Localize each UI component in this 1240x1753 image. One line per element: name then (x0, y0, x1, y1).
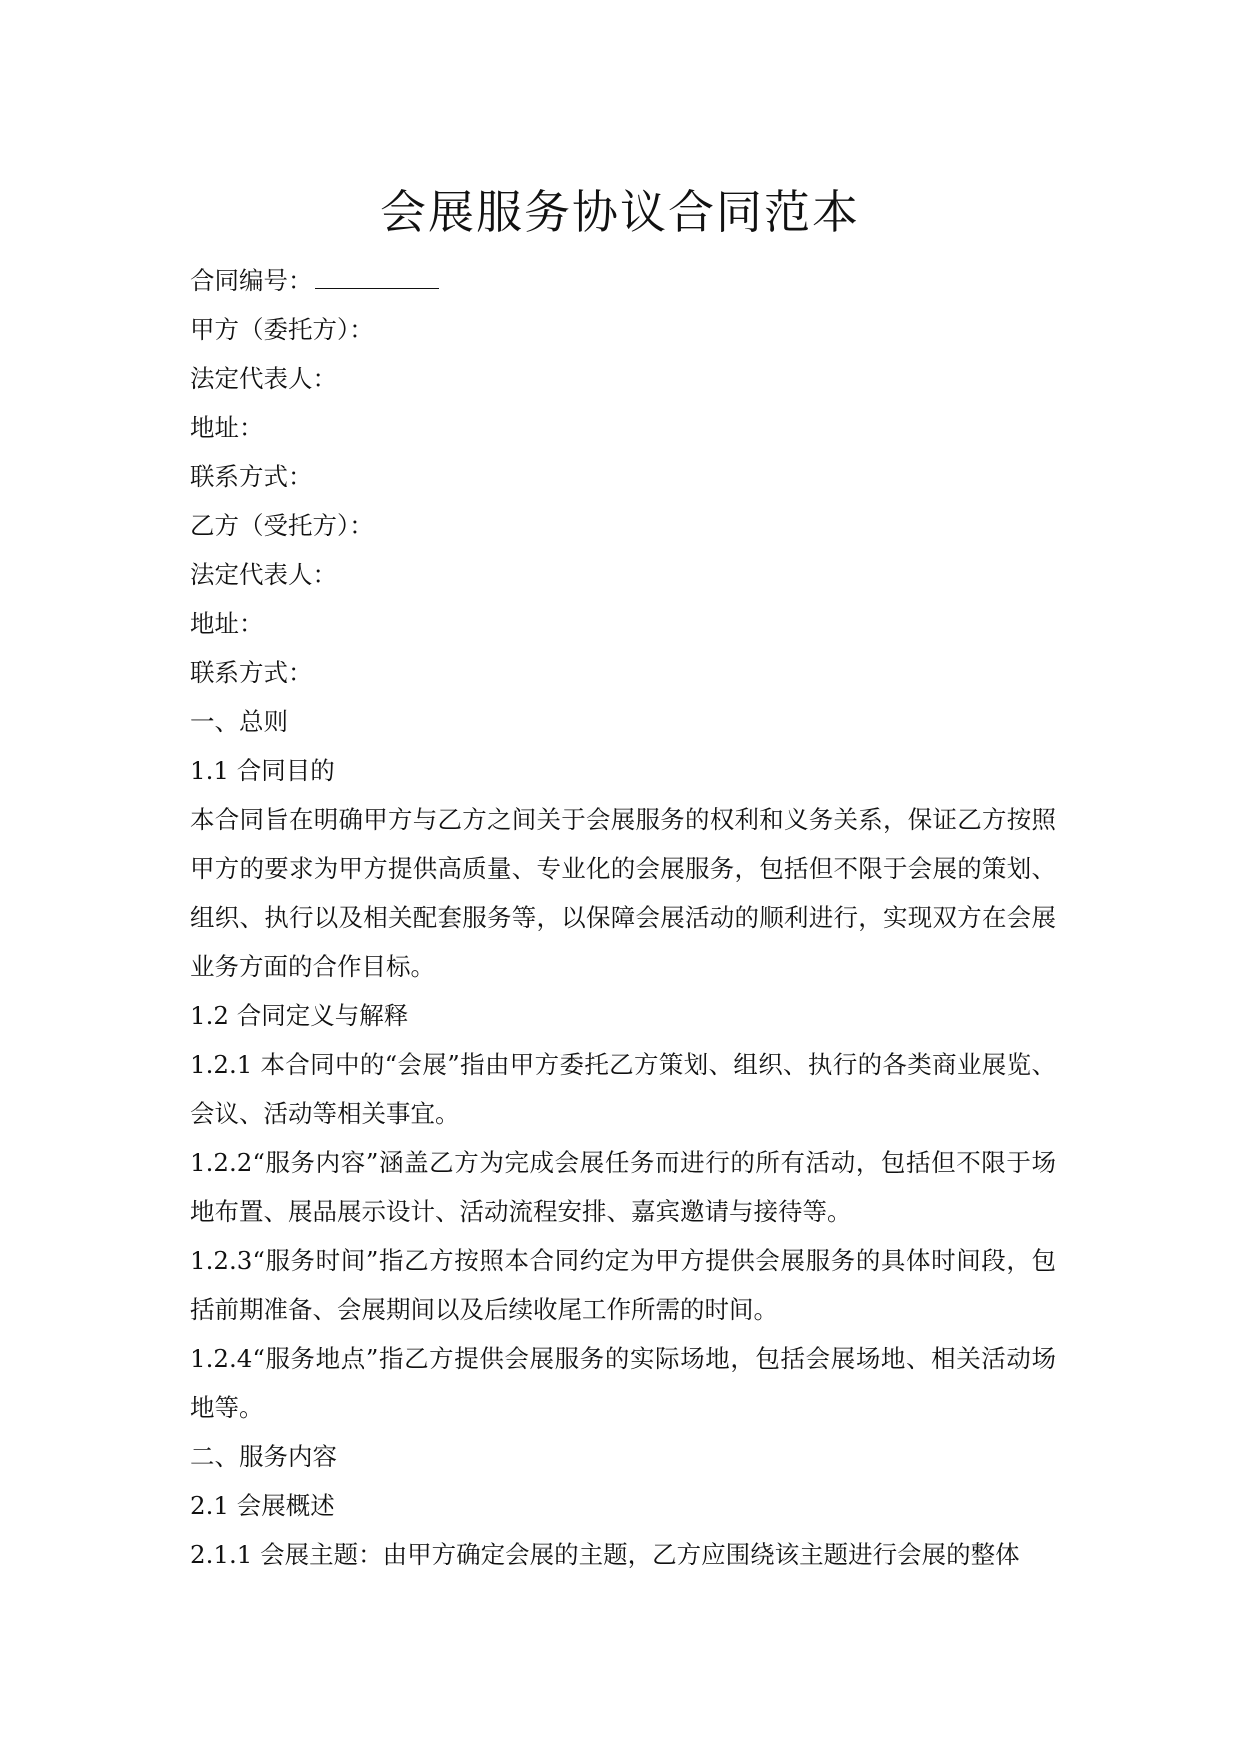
clause-1-2-4: 1.2.4“服务地点”指乙方提供会展服务的实际场地，包括会展场地、相关活动场地等。 (190, 1344, 1056, 1422)
party-b-address-label: 地址： (190, 609, 264, 638)
section-1-1-heading: 1.1 合同目的 (190, 756, 335, 785)
clause-2-1-1: 2.1.1 会展主题：由甲方确定会展的主题，乙方应围绕该主题进行会展的整体 (190, 1540, 1020, 1569)
document-body (190, 256, 1056, 1579)
section-1-heading: 一、总则 (190, 707, 288, 736)
party-b-representative-label: 法定代表人： (190, 560, 337, 589)
section-1-2-heading: 1.2 合同定义与解释 (190, 1001, 409, 1030)
party-b-label: 乙方（受托方）： (190, 511, 374, 540)
party-a-label: 甲方（委托方）： (190, 315, 374, 344)
party-a-address-label: 地址： (190, 413, 264, 442)
contract-number-line (190, 256, 1056, 305)
document-title: 会展服务协议合同范本 (380, 184, 860, 239)
clause-1-2-3: 1.2.3“服务时间”指乙方按照本合同约定为甲方提供会展服务的具体时间段，包括前期准备、会展期间以及后续收尾工作所需的时间。 (190, 1246, 1056, 1324)
clause-1-2-2: 1.2.2“服务内容”涵盖乙方为完成会展任务而进行的所有活动，包括但不限于场地布置、展品展示设计、活动流程安排、嘉宾邀请与接待等。 (190, 1148, 1056, 1226)
party-a-contact-label: 联系方式： (190, 462, 313, 491)
clause-1-2-1: 1.2.1 本合同中的“会展”指由甲方委托乙方策划、组织、执行的各类商业展览、会议、活动等相关事宜。 (190, 1050, 1056, 1128)
section-2-1-heading: 2.1 会展概述 (190, 1491, 335, 1520)
contract-number-blank (315, 264, 439, 289)
party-a-representative-label: 法定代表人： (190, 364, 337, 393)
contract-number-label: 合同编号： (190, 266, 313, 295)
party-b-contact-label: 联系方式： (190, 658, 313, 687)
section-2-heading: 二、服务内容 (190, 1442, 337, 1471)
section-1-1-text: 本合同旨在明确甲方与乙方之间关于会展服务的权利和义务关系，保证乙方按照甲方的要求为甲方提供高质量、专业化的会展服务，包括但不限于会展的策划、组织、执行以及相关配套服务等，以保障会展活动的顺利进行，实现双方在会展业务方面的合作目标。 (190, 805, 1056, 981)
